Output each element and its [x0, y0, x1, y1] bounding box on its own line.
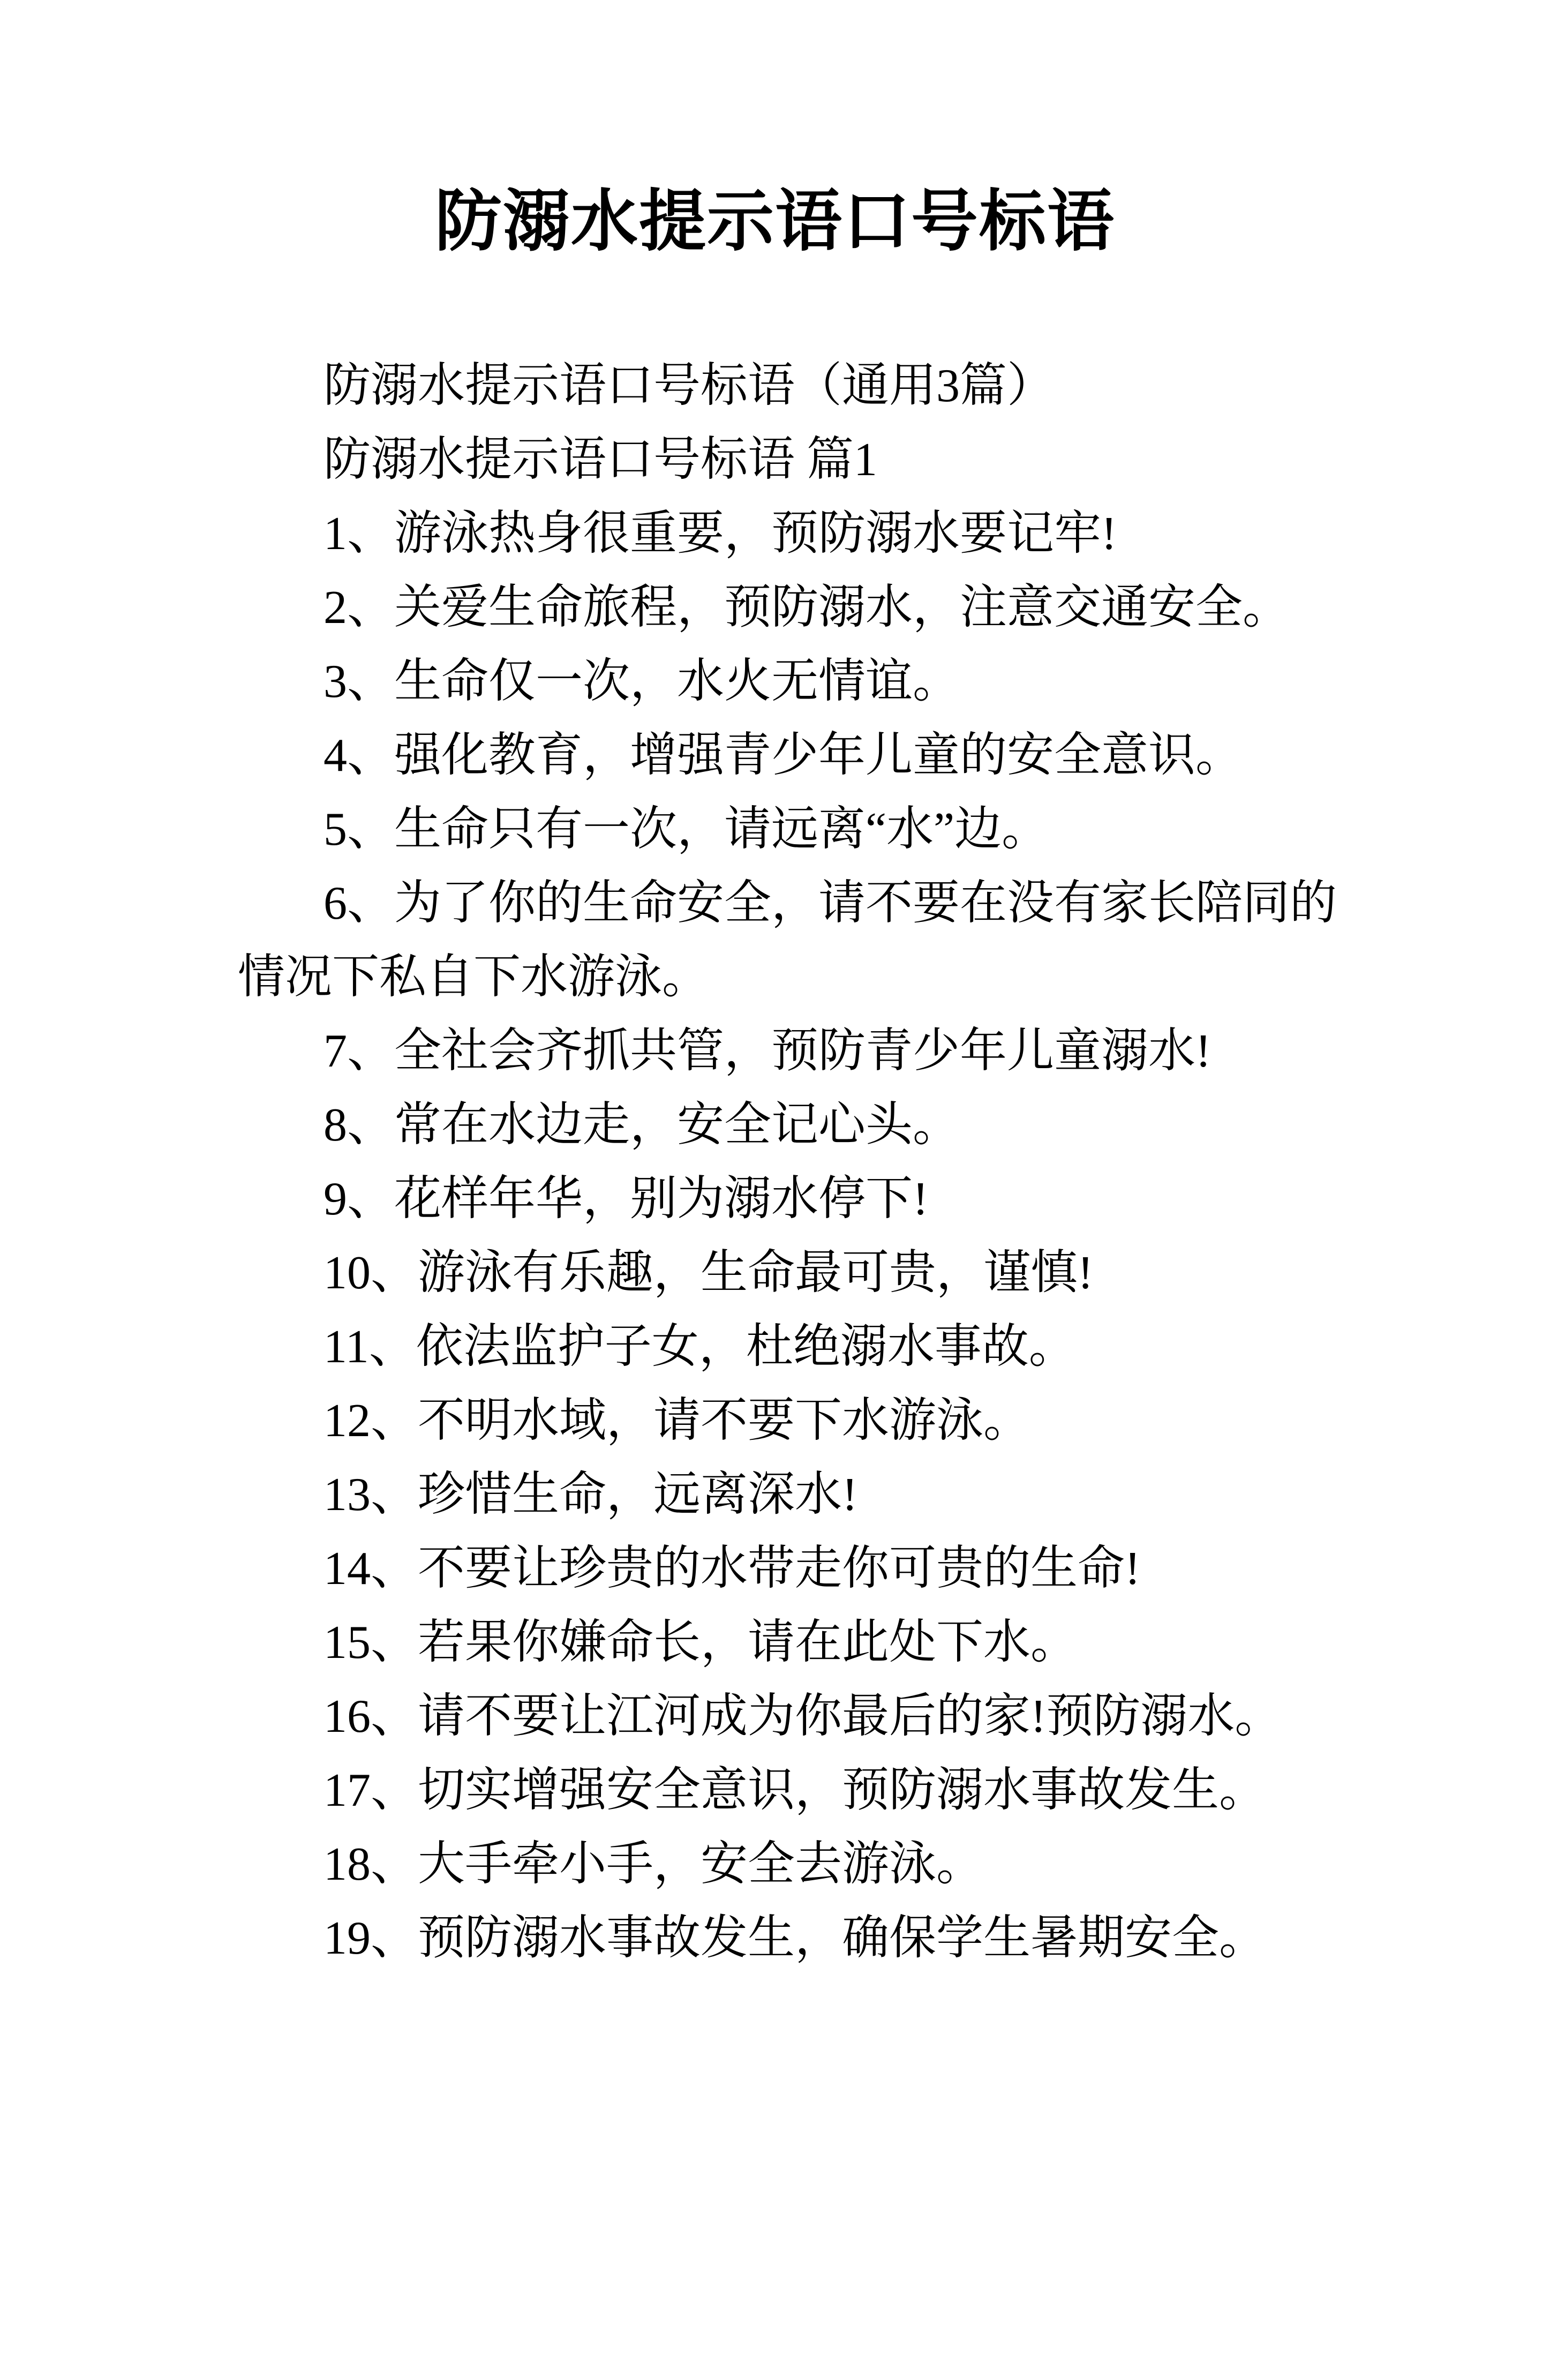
page-title: 防溺水提示语口号标语: [435, 185, 1115, 259]
paragraph: 13、珍惜生命，远离深水!: [323, 1469, 858, 1521]
paragraph: 15、若果你嫌命长，请在此处下水。: [323, 1617, 1078, 1669]
paragraph: 12、不明水域，请不要下水游泳。: [323, 1395, 1031, 1447]
paragraph: 6、为了你的生命安全，请不要在没有家长陪同的情况下私自下水游泳。: [238, 877, 1337, 1003]
paragraph: 11、依法监护子女，杜绝溺水事故。: [323, 1321, 1076, 1373]
paragraph: 19、预防溺水事故发生，确保学生暑期安全。: [323, 1912, 1267, 1964]
paragraph: 10、游泳有乐趣，生命最可贵，谨慎!: [323, 1247, 1094, 1299]
paragraph: 防溺水提示语口号标语 篇1: [323, 434, 878, 486]
paragraph: 4、强化教育，增强青少年儿童的安全意识。: [323, 730, 1243, 782]
paragraph: 14、不要让珍贵的水带走你可贵的生命!: [323, 1543, 1141, 1595]
paragraph: 3、生命仅一次，水火无情谊。: [323, 656, 960, 708]
paragraph: 2、关爱生命旅程，预防溺水，注意交通安全。: [323, 582, 1290, 634]
paragraph: 防溺水提示语口号标语（通用3篇）: [323, 360, 1055, 412]
paragraph: 16、请不要让江河成为你最后的家!预防溺水。: [323, 1691, 1282, 1743]
paragraph: 5、生命只有一次，请远离“水”边。: [323, 804, 1049, 855]
paragraph: 7、全社会齐抓共管，预防青少年儿童溺水!: [323, 1025, 1212, 1077]
document-page: [0, 187, 1550, 2380]
paragraph: 1、游泳热身很重要，预防溺水要记牢!: [323, 508, 1117, 560]
paragraph: 9、花样年华，别为溺水停下!: [323, 1173, 929, 1225]
paragraph: 17、切实增强安全意识，预防溺水事故发生。: [323, 1765, 1267, 1816]
paragraph: 18、大手牵小手，安全去游泳。: [323, 1838, 984, 1890]
paragraph: 8、常在水边走，安全记心头。: [323, 1099, 960, 1151]
document-body: [0, 349, 1550, 1976]
